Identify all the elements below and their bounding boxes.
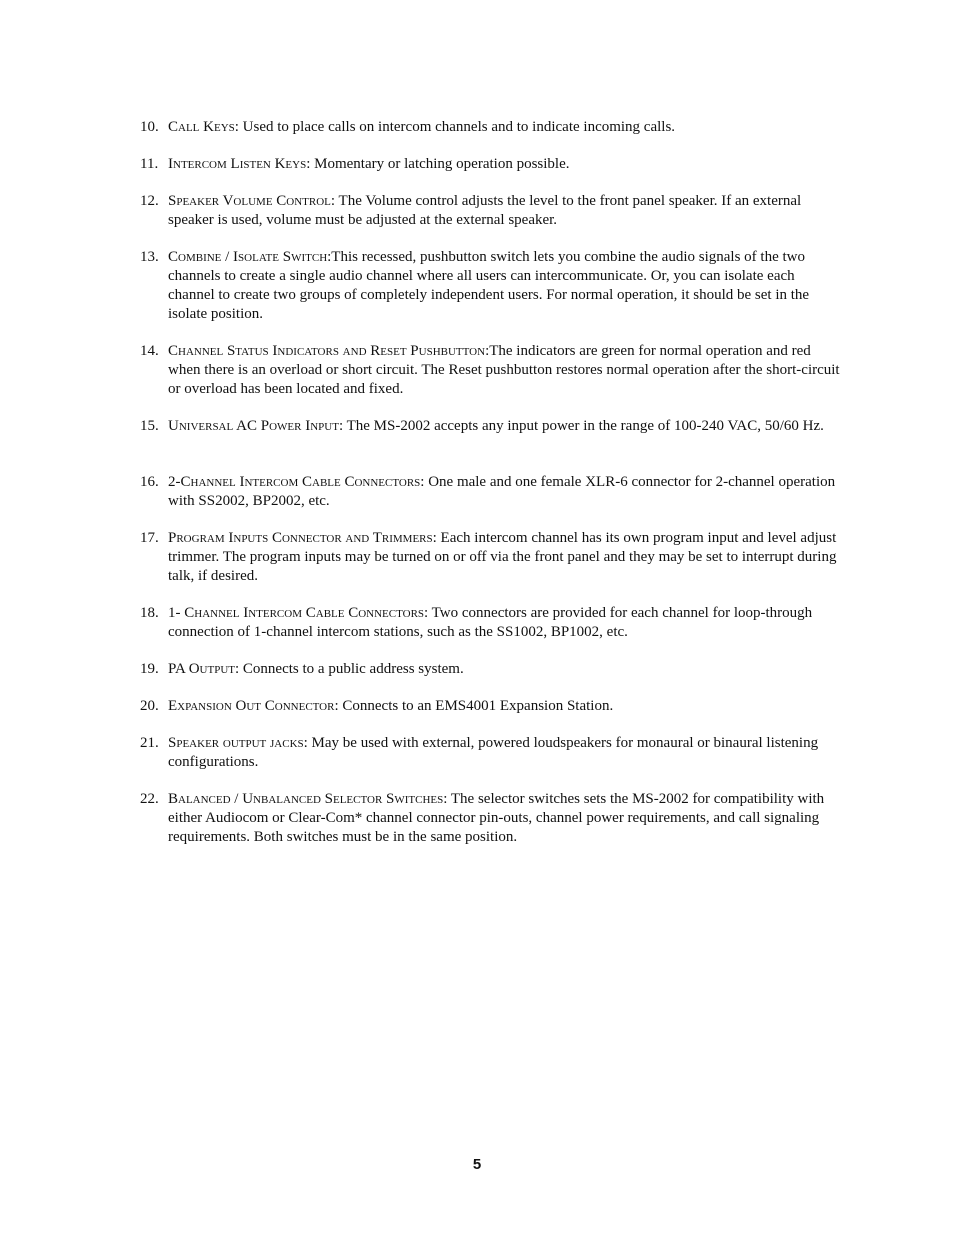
item-text: :The indicators are green for normal operation and red when there is an overload or short circuit. The Reset pushbutton restores normal operation after the short-circuit or overload has been located and fixed. — [168, 343, 840, 397]
feature-list — [0, 118, 954, 865]
item-number: 14. — [140, 343, 159, 359]
item-number: 16. — [140, 474, 159, 490]
list-item — [140, 473, 844, 511]
list-item — [140, 342, 844, 399]
list-item — [140, 155, 844, 174]
item-number: 10. — [140, 119, 159, 135]
item-text: : The MS-2002 accepts any input power in the range of 100-240 VAC, 50/60 Hz. — [338, 418, 824, 434]
item-term: 2-Channel Intercom Cable Connectors — [168, 474, 421, 490]
list-item — [140, 192, 844, 230]
item-number: 11. — [140, 156, 159, 172]
item-term: Expansion Out Connector — [168, 698, 335, 714]
item-text: : One male and one female XLR-6 connector for 2-channel operation with SS2002, BP2002, etc. — [168, 474, 836, 509]
list-item — [140, 248, 844, 324]
list-item — [140, 118, 844, 137]
item-text: : Connects to an EMS4001 Expansion Station. — [334, 698, 614, 714]
item-term: Universal AC Power Input — [168, 418, 339, 434]
item-term: Channel Status Indicators and Reset Pushbutton — [168, 343, 486, 359]
item-term: Combine / Isolate Switch — [168, 249, 328, 265]
item-text: :This recessed, pushbutton switch lets you combine the audio signals of the two channels to create a single audio channel where all users can intercommunicate. Or, you can isolate each channel to create two groups of completely independent users. For normal operation, it should be set in the isolate position. — [168, 249, 810, 322]
list-item — [140, 529, 844, 586]
item-number: 22. — [140, 791, 159, 807]
item-number: 17. — [140, 530, 159, 546]
item-term: Balanced / Unbalanced Selector Switches — [168, 791, 444, 807]
item-term: Program Inputs Connector and Trimmers — [168, 530, 433, 546]
list-item — [140, 604, 844, 642]
item-term: 1- Channel Intercom Cable Connectors — [168, 605, 425, 621]
item-text: : May be used with external, powered loudspeakers for monaural or binaural listening configurations. — [168, 735, 819, 770]
item-text: : Each intercom channel has its own program input and level adjust trimmer. The program inputs may be turned on or off via the front panel and they may be set to interrupt during talk, if desired. — [168, 530, 837, 584]
item-text: : The selector switches sets the MS-2002 for compatibility with either Audiocom or Clear-Com* channel connector pin-outs, channel power requirements, and call signaling requirements. Both switches must be in the same position. — [168, 791, 825, 845]
list-item — [140, 417, 844, 436]
item-text: : Used to place calls on intercom channels and to indicate incoming calls. — [234, 119, 676, 135]
item-term: Intercom Listen Keys — [168, 156, 307, 172]
page-number: 5 — [472, 1156, 482, 1173]
item-number: 15. — [140, 418, 159, 434]
item-number: 18. — [140, 605, 159, 621]
item-text: : Momentary or latching operation possible. — [306, 156, 570, 172]
item-text: : The Volume control adjusts the level to the front panel speaker. If an external speaker is used, volume must be adjusted at the external speaker. — [168, 193, 802, 228]
item-text: : Connects to a public address system. — [235, 661, 464, 677]
item-number: 21. — [140, 735, 159, 751]
item-text: : Two connectors are provided for each channel for loop-through connection of 1-channel intercom stations, such as the SS1002, BP1002, etc. — [168, 605, 813, 640]
item-number: 12. — [140, 193, 159, 209]
item-term: Call Keys — [168, 119, 235, 135]
list-item — [140, 660, 844, 679]
item-number: 20. — [140, 698, 159, 714]
list-item — [140, 734, 844, 772]
item-number: 13. — [140, 249, 159, 265]
item-term: PA Output — [168, 661, 235, 677]
item-number: 19. — [140, 661, 159, 677]
list-item — [140, 697, 844, 716]
item-term: Speaker Volume Control — [168, 193, 331, 209]
item-term: Speaker output jacks — [168, 735, 304, 751]
list-item — [140, 790, 844, 847]
